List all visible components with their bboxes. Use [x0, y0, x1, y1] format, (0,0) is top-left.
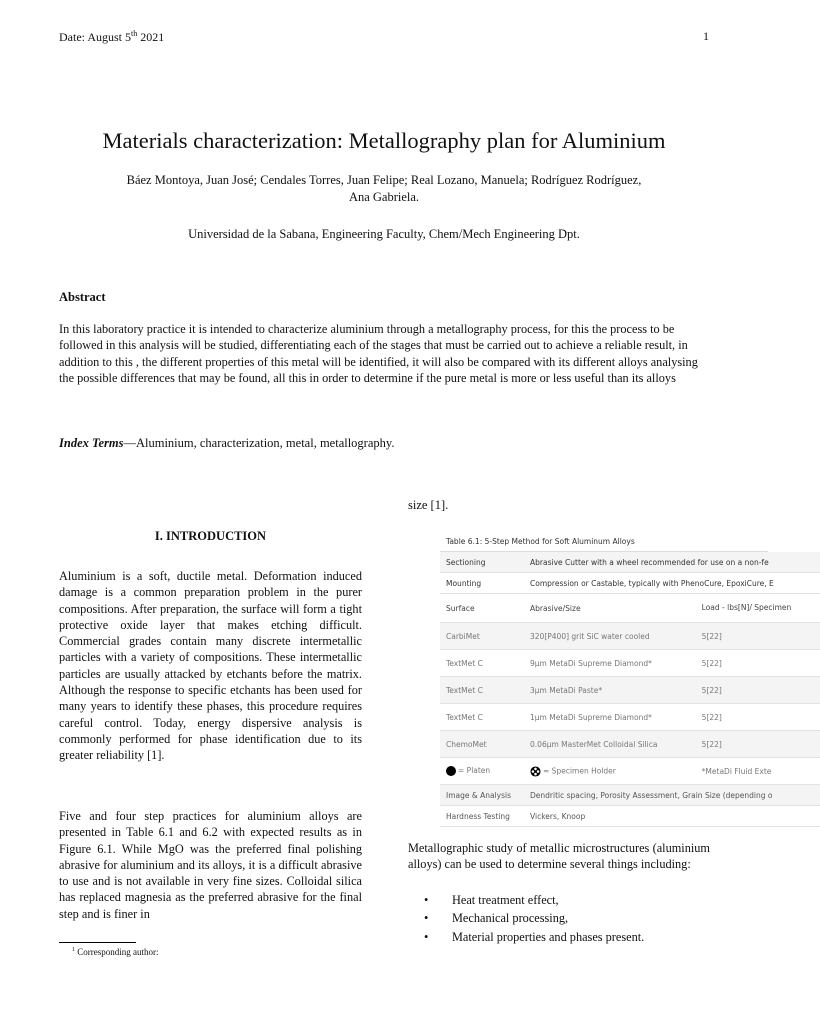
table-legend-row: = Platen = Specimen Holder *MetaDi Fluid Exte	[440, 758, 820, 785]
intro-paragraph-2: Five and four step practices for aluminium alloys are presented in Table 6.1 and 6.2 with expected results as in Figure 6.1. While MgO was the preferred final polishing abrasive for aluminium and its alloys, it is a difficult abrasive to use and is not available in very fine sizes. Colloidal silica has replaced magnesia as the preferred abrasive for the final step and is finer in	[59, 809, 362, 921]
table-header-row	[440, 594, 820, 623]
table-row: ChemoMet 0.06μm MasterMet Colloidal Silica 5[22]	[440, 731, 820, 758]
list-item: • Heat treatment effect,	[424, 893, 559, 907]
table-row: TextMet C 9μm MetaDi Supreme Diamond* 5[22]	[440, 650, 820, 677]
platen-icon	[446, 766, 456, 776]
bullet-icon: •	[424, 929, 429, 944]
page-date: Date: August 5th 2021	[59, 29, 165, 44]
page-number: 1	[703, 29, 709, 43]
intro-paragraph-1: Aluminium is a soft, ductile metal. Deformation induced damage is a common preparation problem in the purer compositions. After preparation, the surface will form a tight protective oxide layer that makes etching difficult. Commercial grades contain many discrete intermetallic particles with a variety of compositions. These intermetallic particles are usually attacked by etchants before the matrix. Although the response to specific etchants has been used for many years to identify these phases, this procedure requires careful control. Today, energy dispersive analysis is commonly performed for phase identification due to its greater reliability [1].	[59, 569, 362, 763]
table-row: TextMet C 1μm MetaDi Supreme Diamond* 5[22]	[440, 704, 820, 731]
list-item: • Mechanical processing,	[424, 911, 569, 926]
author-list: Báez Montoya, Juan José; Cendales Torres, Juan Felipe; Real Lozano, Manuela; Rodríguez Rodríguez, Ana Gabriela.	[126, 173, 642, 204]
table-row-image-analysis: Image & Analysis Dendritic spacing, Porosity Assessment, Grain Size (depending o	[440, 785, 820, 806]
specimen-holder-icon	[530, 766, 541, 777]
method-table-figure	[440, 533, 792, 823]
method-table	[440, 552, 820, 827]
column-header: Abrasive/Size	[524, 594, 696, 623]
table-row-sectioning: Sectioning Abrasive Cutter with a wheel recommended for use on a non-fe	[440, 552, 820, 573]
section-heading-introduction: I. INTRODUCTION	[154, 529, 267, 543]
list-item: • Material properties and phases present.	[424, 929, 645, 944]
index-terms-label: Index Terms	[59, 436, 124, 450]
column-header: Surface	[440, 594, 524, 623]
table-row: TextMet C 3μm MetaDi Paste* 5[22]	[440, 677, 820, 704]
table-row: CarbiMet 320[P400] grit SiC water cooled 5[22]	[440, 623, 820, 650]
bullet-icon: •	[424, 911, 429, 926]
index-terms-text: —Aluminium, characterization, metal, metallography.	[123, 436, 395, 450]
intro-paragraph-continued: size [1].	[408, 498, 449, 512]
abstract-heading: Abstract	[59, 290, 106, 304]
bullet-icon: •	[424, 893, 429, 907]
bullet-list	[424, 893, 644, 948]
abstract-text: In this laboratory practice it is intended to characterize aluminium through a metallography process, for this the process to be followed in this analysis will be studied, differentiating each of the stages that must be carried out to achieve a reliable result, in addition to this , the different properties of this metal will be identified, it will also be compared with its different alloys analysing the possible differences that may be found, all this in order to determine if the pure metal is more or less useful than its alloys	[59, 322, 698, 385]
table-row-mounting: Mounting Compression or Castable, typically with PhenoCure, EpoxiCure, E	[440, 573, 820, 594]
footnote: $^1$ Corresponding author:	[72, 947, 159, 957]
affiliation: Universidad de la Sabana, Engineering Faculty, Chem/Mech Engineering Dpt.	[188, 227, 580, 241]
footnote-rule	[59, 942, 136, 943]
column-header: Load - lbs[N]/ Specimen	[696, 594, 808, 623]
right-column-paragraph: Metallographic study of metallic microstructures (aluminium alloys) can be used to determine several things including:	[408, 841, 710, 872]
index-terms	[59, 436, 394, 451]
paper-title: Materials characterization: Metallography plan for Aluminium	[102, 128, 666, 153]
table-row-hardness: Hardness Testing Vickers, Knoop	[440, 806, 820, 827]
table-title: Table 6.1: 5-Step Method for Soft Aluminum Alloys	[440, 533, 768, 552]
